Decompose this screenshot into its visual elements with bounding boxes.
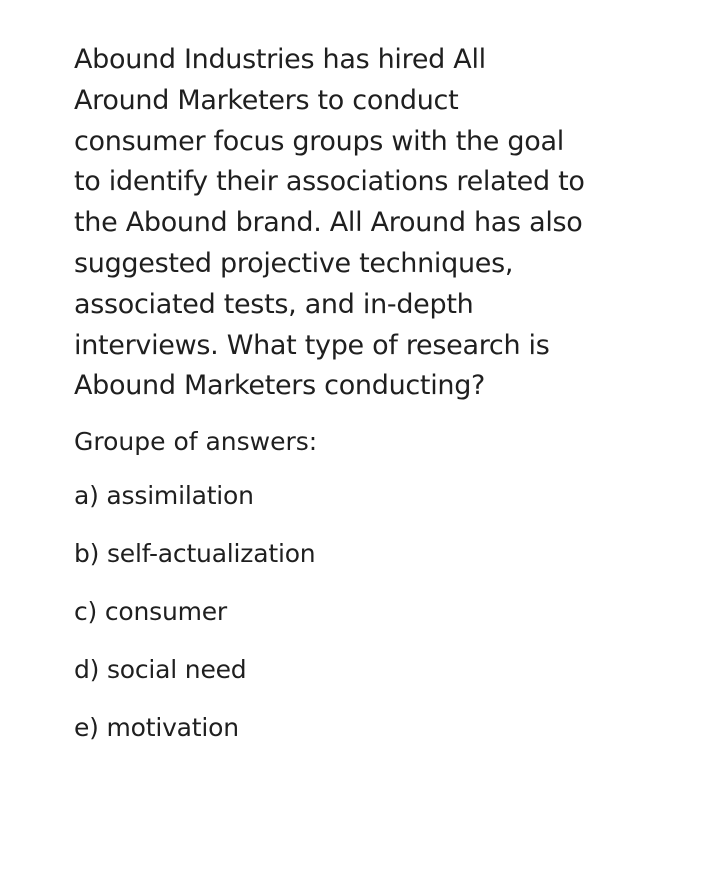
- question-line: Around Marketers to conduct: [74, 84, 459, 116]
- question-document: [74, 40, 684, 769]
- answer-option-b: b) self-actualization: [74, 539, 316, 569]
- question-line: consumer focus groups with the goal: [74, 125, 564, 157]
- question-line: interviews. What type of research is: [74, 329, 550, 361]
- question-line: Abound Industries has hired All: [74, 44, 486, 75]
- answer-options-list: [74, 479, 684, 745]
- question-line: Abound Marketers conducting?: [74, 370, 486, 402]
- answer-option-e: e) motivation: [74, 713, 239, 743]
- question-line: suggested projective techniques,: [74, 247, 514, 279]
- answers-heading: Groupe of answers:: [74, 427, 318, 457]
- answer-option-d: d) social need: [74, 655, 247, 685]
- answer-option-a: a) assimilation: [74, 481, 254, 511]
- question-line: to identify their associations related to: [74, 166, 585, 198]
- question-text: [74, 40, 684, 407]
- question-line: the Abound brand. All Around has also: [74, 207, 583, 239]
- answer-option-c: c) consumer: [74, 597, 228, 627]
- question-line: associated tests, and in-depth: [74, 288, 474, 320]
